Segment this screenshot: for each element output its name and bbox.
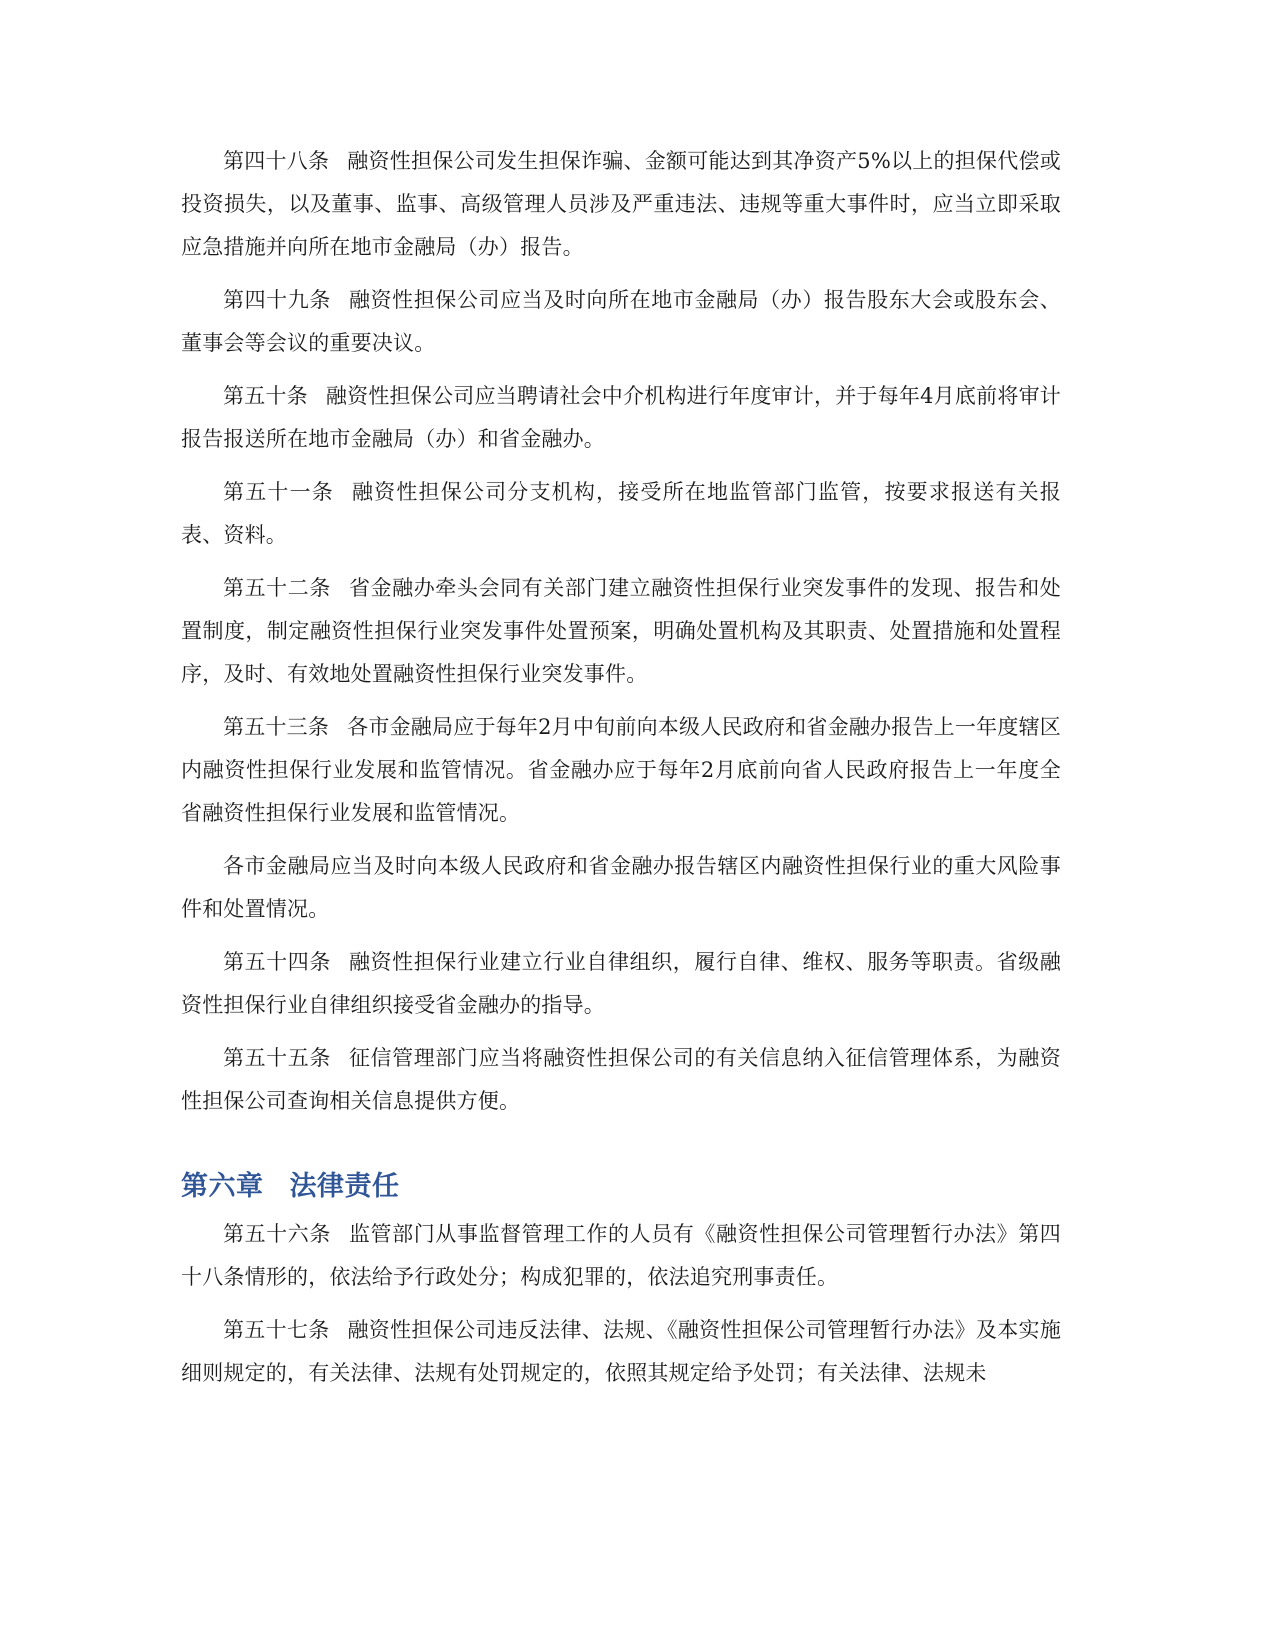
article-number: 第四十八条	[223, 149, 330, 173]
article-57-paragraph	[181, 1309, 1061, 1395]
chapter-number: 第六章	[181, 1171, 264, 1202]
article-number: 第五十七条	[223, 1318, 330, 1342]
article-54-paragraph	[181, 941, 1061, 1027]
article-49-paragraph	[181, 279, 1061, 365]
article-text: 融资性担保公司发生担保诈骗、金额可能达到其净资产5%以上的担保代偿或投资损失，以及董事、监事、高级管理人员涉及严重违法、违规等重大事件时，应当立即采取应急措施并向所在地市金融局（办）报告。	[181, 149, 1061, 259]
article-text: 省金融办牵头会同有关部门建立融资性担保行业突发事件的发现、报告和处置制度，制定融资性担保行业突发事件处置预案，明确处置机构及其职责、处置措施和处置程序，及时、有效地处置融资性担保行业突发事件。	[181, 576, 1061, 686]
article-text: 融资性担保公司分支机构，接受所在地监管部门监管，按要求报送有关报表、资料。	[181, 480, 1062, 547]
article-51-paragraph	[181, 471, 1061, 557]
article-53-paragraph	[181, 706, 1061, 835]
article-text: 融资性担保行业建立行业自律组织，履行自律、维权、服务等职责。省级融资性担保行业自律组织接受省金融办的指导。	[181, 950, 1061, 1017]
article-53-continuation-paragraph	[181, 845, 1061, 931]
article-48-paragraph	[181, 140, 1061, 269]
article-text: 融资性担保公司应当聘请社会中介机构进行年度审计，并于每年4月底前将审计报告报送所在地市金融局（办）和省金融办。	[181, 384, 1061, 451]
chapter-title: 法律责任	[289, 1171, 400, 1202]
article-text: 监管部门从事监督管理工作的人员有《融资性担保公司管理暂行办法》第四十八条情形的，依法给予行政处分；构成犯罪的，依法追究刑事责任。	[181, 1222, 1061, 1289]
article-number: 第四十九条	[223, 288, 331, 312]
article-50-paragraph	[181, 375, 1061, 461]
article-number: 第五十三条	[223, 715, 330, 739]
chapter-heading	[181, 1165, 1061, 1209]
article-number: 第五十一条	[223, 480, 334, 504]
article-number: 第五十条	[223, 384, 308, 408]
article-52-paragraph	[181, 567, 1061, 696]
article-number: 第五十四条	[223, 950, 331, 974]
article-text: 各市金融局应于每年2月中旬前向本级人民政府和省金融办报告上一年度辖区内融资性担保行业发展和监管情况。省金融办应于每年2月底前向省人民政府报告上一年度全省融资性担保行业发展和监管情况。	[181, 715, 1061, 825]
document-page	[181, 140, 1061, 1405]
article-number: 第五十六条	[223, 1222, 331, 1246]
article-text: 融资性担保公司违反法律、法规、《融资性担保公司管理暂行办法》及本实施细则规定的，有关法律、法规有处罚规定的，依照其规定给予处罚；有关法律、法规未	[181, 1318, 1062, 1385]
article-text: 征信管理部门应当将融资性担保公司的有关信息纳入征信管理体系，为融资性担保公司查询相关信息提供方便。	[181, 1046, 1061, 1113]
article-text: 融资性担保公司应当及时向所在地市金融局（办）报告股东大会或股东会、董事会等会议的重要决议。	[181, 288, 1061, 355]
article-text: 各市金融局应当及时向本级人民政府和省金融办报告辖区内融资性担保行业的重大风险事件和处置情况。	[181, 854, 1061, 921]
article-number: 第五十二条	[223, 576, 331, 600]
article-56-paragraph	[181, 1213, 1061, 1299]
article-number: 第五十五条	[223, 1046, 331, 1070]
article-55-paragraph	[181, 1037, 1061, 1123]
